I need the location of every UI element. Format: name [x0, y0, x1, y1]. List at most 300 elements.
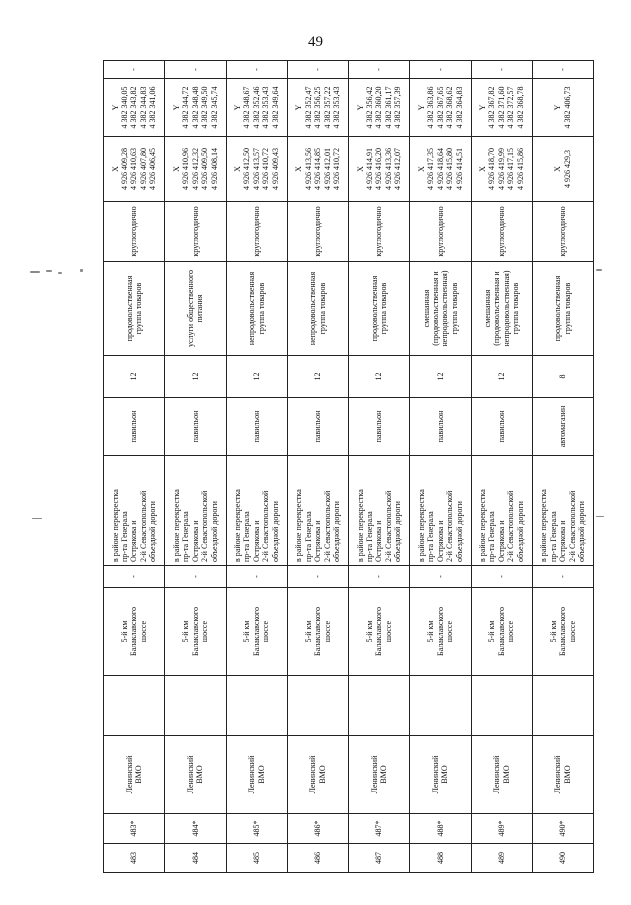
location-cell [104, 456, 165, 566]
address-line: Балаклавского [558, 606, 568, 657]
dash-cell: - [532, 566, 593, 588]
coordinates-y-line: 4 382 352,46 [251, 86, 261, 129]
location-line: объездной дороги [270, 501, 280, 562]
period-cell: круглогодично [410, 202, 471, 262]
address-line: 5-й км [426, 620, 436, 643]
period-cell: круглогодично [165, 202, 226, 262]
scan-smudge [30, 271, 40, 273]
district-line: Ленинский [369, 755, 379, 794]
coordinates-y-line: 4 382 344,72 [181, 86, 191, 129]
coordinates-x-line: X [478, 166, 488, 172]
location-cell [165, 456, 226, 566]
row-number-cell: 485 [226, 844, 287, 873]
coordinates-y-line: 4 382 356,42 [364, 86, 374, 129]
record-number-cell: 488* [410, 814, 471, 844]
address-line: 5-й км [487, 620, 497, 643]
address-cell [226, 588, 287, 676]
district-line: ВМО [256, 765, 266, 784]
coordinates-x-line: X [294, 166, 304, 172]
dash-cell: - [165, 566, 226, 588]
specialization-line: группа товаров [134, 282, 144, 335]
district-line: Ленинский [185, 755, 195, 794]
scan-smudge [596, 269, 602, 271]
coordinates-y-line: Y [416, 104, 426, 111]
object-type-cell: павильон [226, 398, 287, 456]
location-line: Острякова и [435, 520, 445, 562]
dash-cell: - [104, 566, 165, 588]
district-line: ВМО [134, 765, 144, 784]
address-line: Балаклавского [129, 606, 139, 657]
coordinates-x-line: 4 926 412,07 [393, 148, 403, 190]
coordinates-y-line: Y [553, 104, 563, 111]
scan-smudge [46, 270, 52, 272]
coordinates-x-line: X [171, 166, 181, 172]
location-line: пр-та Генерала [487, 511, 497, 562]
object-type-cell: павильон [287, 398, 348, 456]
address-cell [349, 588, 410, 676]
dash-cell: - [349, 566, 410, 588]
empty-cell [471, 676, 532, 736]
coordinates-y-line: Y [233, 104, 243, 111]
location-line: объездной дороги [577, 501, 587, 562]
district-line: Ленинский [124, 755, 134, 794]
specialization-line: группа товаров [317, 282, 327, 335]
location-line: объездной дороги [454, 501, 464, 562]
period-cell: круглогодично [471, 202, 532, 262]
table-row [165, 61, 226, 873]
location-line: в районе перекрестка [171, 489, 181, 562]
coordinates-y-line: 4 382 348,67 [242, 86, 252, 129]
area-cell: 12 [471, 356, 532, 398]
coordinates-x-line: 4 926 414,91 [364, 148, 374, 190]
coordinates-y-line: 4 382 367,82 [487, 86, 497, 129]
dash-cell: - [410, 566, 471, 588]
district-cell [532, 736, 593, 814]
location-line: 2-й Севастопольской [138, 490, 148, 562]
location-line: пр-та Генерала [242, 511, 252, 562]
scan-smudge [32, 518, 42, 519]
district-line: ВМО [379, 765, 389, 784]
coordinates-x-line: 4 926 409,50 [200, 148, 210, 190]
district-line: ВМО [195, 765, 205, 784]
coordinates-x-line: 4 926 414,51 [454, 148, 464, 190]
location-cell [226, 456, 287, 566]
dash-cell: - [410, 61, 471, 79]
area-cell: 12 [165, 356, 226, 398]
location-line: 2-й Севастопольской [322, 490, 332, 562]
scan-smudge [80, 269, 83, 272]
address-line: 5-й км [181, 620, 191, 643]
coordinates-y-line: 4 382 348,48 [190, 86, 200, 129]
district-cell [471, 736, 532, 814]
specialization-cell [349, 262, 410, 356]
district-line: Ленинский [308, 755, 318, 794]
location-cell [287, 456, 348, 566]
address-cell [471, 588, 532, 676]
district-cell [104, 736, 165, 814]
empty-cell [349, 676, 410, 736]
table-row [532, 61, 593, 873]
coordinates-y-line: 4 382 345,74 [209, 86, 219, 129]
coordinates-x-line: X [355, 166, 365, 172]
coordinates-x-line: 4 926 415,80 [445, 148, 455, 190]
coordinates-x-line: 4 926 409,43 [270, 148, 280, 190]
coordinates-x-line: 4 926 419,99 [496, 148, 506, 190]
coordinates-y-cell [532, 79, 593, 137]
address-cell [410, 588, 471, 676]
address-line: Балаклавского [190, 606, 200, 657]
record-number-cell: 486* [287, 814, 348, 844]
dash-cell: - [226, 61, 287, 79]
coordinates-x-line: 4 926 410,96 [181, 148, 191, 190]
coordinates-y-line: 4 382 357,39 [393, 86, 403, 129]
district-cell [165, 736, 226, 814]
coordinates-y-line: Y [294, 104, 304, 111]
location-line: в районе перекрестка [539, 489, 549, 562]
address-cell [165, 588, 226, 676]
location-line: пр-та Генерала [303, 511, 313, 562]
table-row [349, 61, 410, 873]
coordinates-x-line: 4 926 410,63 [129, 148, 139, 190]
coordinates-y-line: 4 382 363,86 [426, 86, 436, 129]
specialization-cell [471, 262, 532, 356]
specialization-cell [165, 262, 226, 356]
table-row [226, 61, 287, 873]
specialization-cell [104, 262, 165, 356]
dash-cell: - [287, 566, 348, 588]
address-line: шоссе [567, 620, 577, 643]
district-line: Ленинский [553, 755, 563, 794]
empty-cell [287, 676, 348, 736]
specialization-line: непродовольственная) [440, 270, 450, 347]
coordinates-y-cell [287, 79, 348, 137]
location-line: 2-й Севастопольской [445, 490, 455, 562]
row-number-cell: 487 [349, 844, 410, 873]
location-line: Острякова и [129, 520, 139, 562]
specialization-line: группа товаров [562, 282, 572, 335]
area-cell: 12 [349, 356, 410, 398]
specialization-line: непродовольственная) [501, 270, 511, 347]
address-line: 5-й км [242, 620, 252, 643]
specialization-cell [287, 262, 348, 356]
coordinates-x-line: 4 926 413,56 [303, 148, 313, 190]
dash-cell: - [471, 61, 532, 79]
empty-cell [104, 676, 165, 736]
coordinates-x-line: 4 926 412,50 [242, 148, 252, 190]
period-cell: круглогодично [287, 202, 348, 262]
object-type-cell: павильон [165, 398, 226, 456]
coordinates-y-cell [165, 79, 226, 137]
coordinates-x-line: 4 926 406,45 [148, 148, 158, 190]
coordinates-x-line: 4 926 429,3 [562, 150, 572, 188]
address-cell [104, 588, 165, 676]
location-cell [471, 456, 532, 566]
coordinates-x-line: X [110, 166, 120, 172]
coordinates-y-line: 4 382 364,83 [454, 86, 464, 129]
empty-cell [226, 676, 287, 736]
coordinates-x-line: 4 926 413,57 [251, 148, 261, 190]
address-line: Балаклавского [374, 606, 384, 657]
scan-smudge [58, 272, 62, 274]
coordinates-y-line: 4 382 353,43 [332, 86, 342, 129]
object-type-cell: павильон [104, 398, 165, 456]
specialization-line: питания [195, 294, 205, 323]
district-cell [349, 736, 410, 814]
dash-cell: - [471, 566, 532, 588]
location-line: Острякова и [313, 520, 323, 562]
table-row [104, 61, 165, 873]
address-line: шоссе [506, 620, 516, 643]
address-line: Балаклавского [251, 606, 261, 657]
coordinates-x-line: 4 926 414,85 [313, 148, 323, 190]
coordinates-y-line: 4 382 353,43 [261, 86, 271, 129]
address-line: шоссе [445, 620, 455, 643]
address-line: 5-й км [119, 620, 129, 643]
location-line: Острякова и [374, 520, 384, 562]
coordinates-x-line: 4 926 413,36 [383, 148, 393, 190]
period-cell: круглогодично [226, 202, 287, 262]
location-cell [410, 456, 471, 566]
coordinates-x-line: 4 926 410,72 [261, 148, 271, 190]
dash-cell: - [349, 61, 410, 79]
coordinates-y-line: 4 382 371,60 [496, 86, 506, 129]
coordinates-y-cell [471, 79, 532, 137]
coordinates-x-cell [226, 137, 287, 202]
coordinates-y-cell [226, 79, 287, 137]
area-cell: 12 [287, 356, 348, 398]
coordinates-y-line: 4 382 361,17 [383, 86, 393, 129]
coordinates-x-line: X [233, 166, 243, 172]
coordinates-x-line: 4 926 416,20 [374, 148, 384, 190]
coordinates-x-line: 4 926 418,70 [487, 148, 497, 190]
district-line: ВМО [501, 765, 511, 784]
specialization-line: продовольственная [553, 275, 563, 342]
address-line: 5-й км [364, 620, 374, 643]
empty-cell [165, 676, 226, 736]
coordinates-x-line: 4 926 418,64 [435, 148, 445, 190]
table-row [471, 61, 532, 873]
specialization-line: группа товаров [511, 282, 521, 335]
dash-cell: - [104, 61, 165, 79]
coordinates-y-line: 4 382 367,65 [435, 86, 445, 129]
coordinates-y-cell [410, 79, 471, 137]
coordinates-y-line: 4 382 349,64 [270, 86, 280, 129]
dash-cell: - [287, 61, 348, 79]
record-number-cell: 490* [532, 814, 593, 844]
specialization-cell [226, 262, 287, 356]
specialization-cell [532, 262, 593, 356]
table-body [104, 61, 594, 873]
address-line: 5-й км [548, 620, 558, 643]
coordinates-x-cell [104, 137, 165, 202]
coordinates-y-line: 4 382 360,20 [374, 86, 384, 129]
period-cell: круглогодично [104, 202, 165, 262]
kiosk-placement-table [103, 60, 594, 873]
address-line: 5-й км [303, 620, 313, 643]
address-line: Балаклавского [435, 606, 445, 657]
row-number-cell: 484 [165, 844, 226, 873]
specialization-line: (продовольственная и [492, 271, 502, 346]
coordinates-y-line: 4 382 340,05 [119, 86, 129, 129]
row-number-cell: 488 [410, 844, 471, 873]
row-number-cell: 489 [471, 844, 532, 873]
coordinates-y-line: 4 382 349,50 [200, 86, 210, 129]
coordinates-y-line: 4 382 372,57 [506, 86, 516, 129]
location-cell [532, 456, 593, 566]
district-line: ВМО [317, 765, 327, 784]
specialization-line: группа товаров [449, 282, 459, 335]
record-number-cell: 487* [349, 814, 410, 844]
dash-cell: - [165, 61, 226, 79]
coordinates-y-line: 4 382 357,22 [322, 86, 332, 129]
period-cell: круглогодично [349, 202, 410, 262]
coordinates-y-line: Y [110, 104, 120, 111]
coordinates-y-line: 4 382 352,47 [303, 86, 313, 129]
area-cell: 8 [532, 356, 593, 398]
specialization-line: непродовольственная [247, 271, 257, 346]
coordinates-x-line: 4 926 412,32 [190, 148, 200, 190]
object-type-cell: павильон [410, 398, 471, 456]
specialization-line: группа товаров [379, 282, 389, 335]
location-line: пр-та Генерала [364, 511, 374, 562]
district-line: Ленинский [492, 755, 502, 794]
coordinates-y-line: 4 382 368,62 [445, 86, 455, 129]
coordinates-y-line: 4 382 356,25 [313, 86, 323, 129]
location-line: в районе перекрестка [294, 489, 304, 562]
coordinates-x-line: 4 926 409,28 [119, 148, 129, 190]
location-line: Острякова и [558, 520, 568, 562]
coordinates-x-line: 4 926 410,72 [332, 148, 342, 190]
district-cell [226, 736, 287, 814]
specialization-line: услуги общественного [185, 269, 195, 348]
location-line: в районе перекрестка [478, 489, 488, 562]
address-cell [287, 588, 348, 676]
table-row [410, 61, 471, 873]
location-line: в районе перекрестка [233, 489, 243, 562]
coordinates-y-line: 4 382 343,82 [129, 86, 139, 129]
period-cell: круглогодично [532, 202, 593, 262]
scan-smudge [596, 516, 604, 517]
coordinates-x-cell [349, 137, 410, 202]
location-line: в районе перекрестка [416, 489, 426, 562]
record-number-cell: 484* [165, 814, 226, 844]
location-line: 2-й Севастопольской [261, 490, 271, 562]
specialization-cell [410, 262, 471, 356]
address-line: шоссе [322, 620, 332, 643]
row-number-cell: 483 [104, 844, 165, 873]
location-line: в районе перекрестка [355, 489, 365, 562]
location-line: объездной дороги [209, 501, 219, 562]
coordinates-y-line: Y [355, 104, 365, 111]
coordinates-x-line: X [553, 166, 563, 172]
record-number-cell: 483* [104, 814, 165, 844]
district-line: Ленинский [430, 755, 440, 794]
district-cell [410, 736, 471, 814]
coordinates-x-line: X [416, 166, 426, 172]
coordinates-y-line: 4 382 344,83 [138, 86, 148, 129]
location-line: пр-та Генерала [548, 511, 558, 562]
location-line: пр-та Генерала [426, 511, 436, 562]
location-line: 2-й Севастопольской [567, 490, 577, 562]
specialization-line: продовольственная [369, 275, 379, 342]
coordinates-x-line: 4 926 412,01 [322, 148, 332, 190]
coordinates-x-line: 4 926 407,80 [138, 148, 148, 190]
address-line: Балаклавского [496, 606, 506, 657]
address-line: шоссе [261, 620, 271, 643]
location-cell [349, 456, 410, 566]
record-number-cell: 489* [471, 814, 532, 844]
specialization-line: (продовольственная и [430, 271, 440, 346]
row-number-cell: 490 [532, 844, 593, 873]
district-line: ВМО [562, 765, 572, 784]
address-cell [532, 588, 593, 676]
location-line: 2-й Севастопольской [506, 490, 516, 562]
address-line: шоссе [200, 620, 210, 643]
location-line: пр-та Генерала [119, 511, 129, 562]
area-cell: 12 [410, 356, 471, 398]
location-line: пр-та Генерала [181, 511, 191, 562]
coordinates-y-line: Y [478, 104, 488, 111]
dash-cell: - [532, 61, 593, 79]
coordinates-x-cell [532, 137, 593, 202]
location-line: 2-й Севастопольской [200, 490, 210, 562]
coordinates-y-cell [104, 79, 165, 137]
coordinates-x-line: 4 926 408,14 [209, 148, 219, 190]
location-line: Острякова и [251, 520, 261, 562]
specialization-line: группа товаров [256, 282, 266, 335]
coordinates-x-cell [287, 137, 348, 202]
object-type-cell: автомагазин [532, 398, 593, 456]
coordinates-x-line: 4 926 417,35 [426, 148, 436, 190]
location-line: объездной дороги [332, 501, 342, 562]
dash-cell: - [226, 566, 287, 588]
address-line: Балаклавского [313, 606, 323, 657]
coordinates-x-line: 4 926 417,15 [506, 148, 516, 190]
specialization-line: непродовольственная [308, 271, 318, 346]
address-line: шоссе [138, 620, 148, 643]
coordinates-y-line: 4 382 368,78 [515, 86, 525, 129]
coordinates-x-line: 4 926 415,86 [515, 148, 525, 190]
specialization-line: продовольственная [124, 275, 134, 342]
area-cell: 12 [226, 356, 287, 398]
empty-cell [532, 676, 593, 736]
district-line: Ленинский [247, 755, 257, 794]
record-number-cell: 485* [226, 814, 287, 844]
location-line: 2-й Севастопольской [383, 490, 393, 562]
location-line: Острякова и [496, 520, 506, 562]
address-line: шоссе [383, 620, 393, 643]
coordinates-x-cell [165, 137, 226, 202]
location-line: Острякова и [190, 520, 200, 562]
row-number-cell: 486 [287, 844, 348, 873]
district-cell [287, 736, 348, 814]
coordinates-y-line: 4 382 341,06 [148, 86, 158, 129]
table-row [287, 61, 348, 873]
area-cell: 12 [104, 356, 165, 398]
location-line: объездной дороги [515, 501, 525, 562]
empty-cell [410, 676, 471, 736]
location-line: объездной дороги [393, 501, 403, 562]
specialization-line: смешанная [421, 289, 431, 328]
location-line: в районе перекрестка [110, 489, 120, 562]
coordinates-y-line: 4 382 406,73 [562, 86, 572, 129]
district-line: ВМО [440, 765, 450, 784]
object-type-cell: павильон [471, 398, 532, 456]
object-type-cell: павильон [349, 398, 410, 456]
coordinates-y-cell [349, 79, 410, 137]
location-line: объездной дороги [148, 501, 158, 562]
coordinates-y-line: Y [171, 104, 181, 111]
